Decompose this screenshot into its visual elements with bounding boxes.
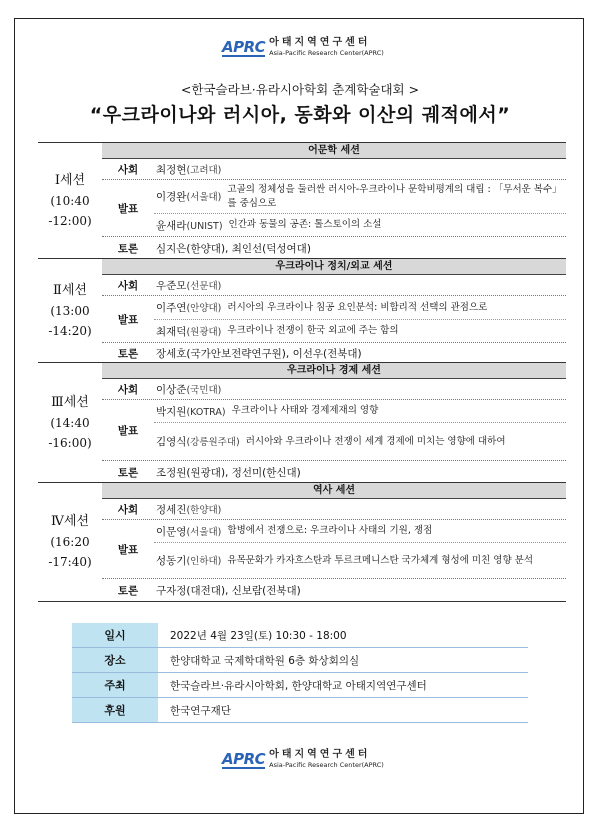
presenter-name: 최재덕: [156, 325, 187, 338]
session-name: Ⅳ세션: [50, 514, 90, 529]
session-band: 우크라이나 경제 세션: [102, 363, 566, 379]
presenter-affiliation: (인하대): [186, 556, 222, 567]
discussant-label: 토론: [117, 348, 139, 360]
discussants: 장세호(국가안보전략연구원), 이선우(전북대): [156, 348, 362, 360]
info-value: 2022년 4월 23일(토) 10:30 - 18:00: [170, 629, 347, 642]
chair-name: 이상준: [156, 383, 187, 396]
presentation: [154, 214, 566, 236]
session-time-end: -14:20): [48, 323, 92, 338]
info-row-sponsor: [72, 698, 528, 723]
presentation: [154, 180, 566, 214]
session-time-start: (10:40: [50, 193, 90, 208]
session-time-start: (14:40: [50, 415, 90, 430]
presentation-topic: 고골의 정체성을 둘러싼 러시아-우크라이나 문학비평계의 대립 : 「무서운 복수」를 중심으로: [227, 183, 562, 209]
chair-label: 사회: [117, 503, 139, 516]
session-3: [38, 362, 566, 482]
session-name: Ⅱ세션: [53, 282, 87, 298]
presentation-topic: 합병에서 전쟁으로: 우크라이나 사태의 기원, 쟁점: [227, 525, 433, 536]
discussant-label: 토론: [117, 585, 139, 597]
session-time-end: -16:00): [48, 435, 92, 450]
discussant-label: 토론: [117, 242, 139, 255]
session-4: [38, 482, 566, 602]
chair-label: 사회: [117, 163, 139, 176]
session-time-end: -17:40): [48, 555, 92, 569]
info-row-venue: [72, 648, 528, 673]
presenter-name: 윤새라: [156, 219, 187, 232]
chair-label: 사회: [117, 279, 139, 292]
info-value: 한양대학교 국제학대학원 6층 화상회의실: [170, 654, 360, 667]
event-info-table: [72, 623, 528, 723]
session-time-start: (13:00: [50, 303, 90, 318]
discussants: 조정원(원광대), 정선미(한신대): [156, 466, 301, 479]
info-label: 주최: [72, 673, 158, 697]
presenter-label: 발표: [117, 543, 139, 556]
presenter-affiliation: (UNIST): [186, 220, 223, 232]
chair-affiliation: (한양대): [186, 504, 222, 516]
session-band: 우크라이나 정치/외교 세션: [102, 259, 566, 275]
presenter-affiliation: (원광대): [186, 326, 222, 338]
presentation: [154, 296, 566, 320]
presenter-affiliation: (KOTRA): [186, 406, 226, 418]
info-label: 후원: [72, 698, 158, 722]
logo-korean: 아태지역연구센터: [269, 37, 371, 48]
presentation: [154, 400, 566, 423]
session-name: Ⅰ세션: [54, 172, 86, 188]
session-band: 역사 세션: [102, 483, 566, 499]
discussants: 구자정(대전대), 신보람(전북대): [156, 585, 301, 597]
presenter-name: 성동기: [156, 555, 187, 567]
chair-affiliation: (국민대): [186, 384, 222, 396]
presenter-affiliation: (서울대): [186, 192, 222, 203]
logo-bottom: [222, 750, 384, 770]
presentation-topic: 유목문화가 카자흐스탄과 투르크메니스탄 국가체계 형성에 미친 영향 분석: [227, 554, 534, 566]
info-row-date: [72, 623, 528, 648]
info-row-host: [72, 673, 528, 698]
presenter-affiliation: (안양대): [186, 303, 222, 314]
presentation: [154, 520, 566, 543]
page-title: “우크라이나와 러시아, 동화와 이산의 궤적에서”: [89, 104, 511, 126]
presenter-affiliation: (서울대): [186, 526, 222, 538]
chair-name: 정세진: [156, 503, 187, 516]
logo-mark: APRC: [222, 38, 266, 56]
discussant-label: 토론: [117, 466, 139, 479]
session-time-start: (16:20: [50, 535, 90, 549]
chair-affiliation: (고려대): [186, 164, 222, 176]
logo-mark: APRC: [222, 750, 266, 768]
logo-english: Asia-Pacific Research Center(APRC): [269, 761, 384, 769]
presenter-label: 발표: [117, 424, 139, 437]
discussants: 심지은(한양대), 최인선(덕성여대): [156, 242, 311, 255]
presenter-name: 박지원: [156, 405, 187, 418]
presenter-label: 발표: [117, 202, 139, 215]
info-label: 장소: [72, 648, 158, 672]
presentation-topic: 러시아의 우크라이나 침공 요인분석: 비합리적 선택의 관점으로: [227, 301, 488, 313]
session-1: [38, 142, 566, 258]
presenter-name: 이문영: [156, 525, 187, 538]
presentation-topic: 인간과 동물의 공존: 톨스토이의 소설: [228, 219, 382, 230]
presenter-name: 김영식: [156, 436, 187, 448]
presentation-topic: 러시아와 우크라이나 전쟁이 세계 경제에 미치는 영향에 대하여: [245, 435, 506, 447]
presentation: [154, 320, 566, 342]
session-name: Ⅲ세션: [51, 394, 89, 410]
presenter-name: 이경완: [156, 191, 187, 203]
subtitle: <한국슬라브·유라시아학회 춘계학술대회 >: [180, 82, 420, 97]
session-table: [38, 142, 566, 602]
logo-top: [222, 38, 384, 58]
chair-name: 우준모: [156, 279, 187, 292]
presentation: [154, 543, 566, 578]
info-value: 한국슬라브·유라시아학회, 한양대학교 아태지역연구센터: [170, 679, 427, 692]
session-band: 어문학 세션: [102, 143, 566, 159]
info-label: 일시: [72, 623, 158, 647]
presentation-topic: 우크라이나 전쟁이 한국 외교에 주는 함의: [227, 325, 399, 336]
session-2: [38, 258, 566, 362]
presentation: [154, 423, 566, 460]
presenter-label: 발표: [117, 313, 139, 326]
chair-affiliation: (선문대): [186, 280, 222, 292]
presenter-name: 이주연: [156, 302, 187, 314]
presentation-topic: 우크라이나 사태와 경제제재의 영향: [231, 405, 379, 416]
info-value: 한국연구재단: [170, 704, 231, 717]
chair-name: 최정현: [156, 163, 187, 176]
chair-label: 사회: [117, 383, 139, 396]
logo-english: Asia-Pacific Research Center(APRC): [269, 49, 384, 57]
session-time-end: -12:00): [48, 213, 92, 228]
presenter-affiliation: (강릉원주대): [186, 437, 240, 448]
logo-korean: 아태지역연구센터: [269, 749, 371, 760]
